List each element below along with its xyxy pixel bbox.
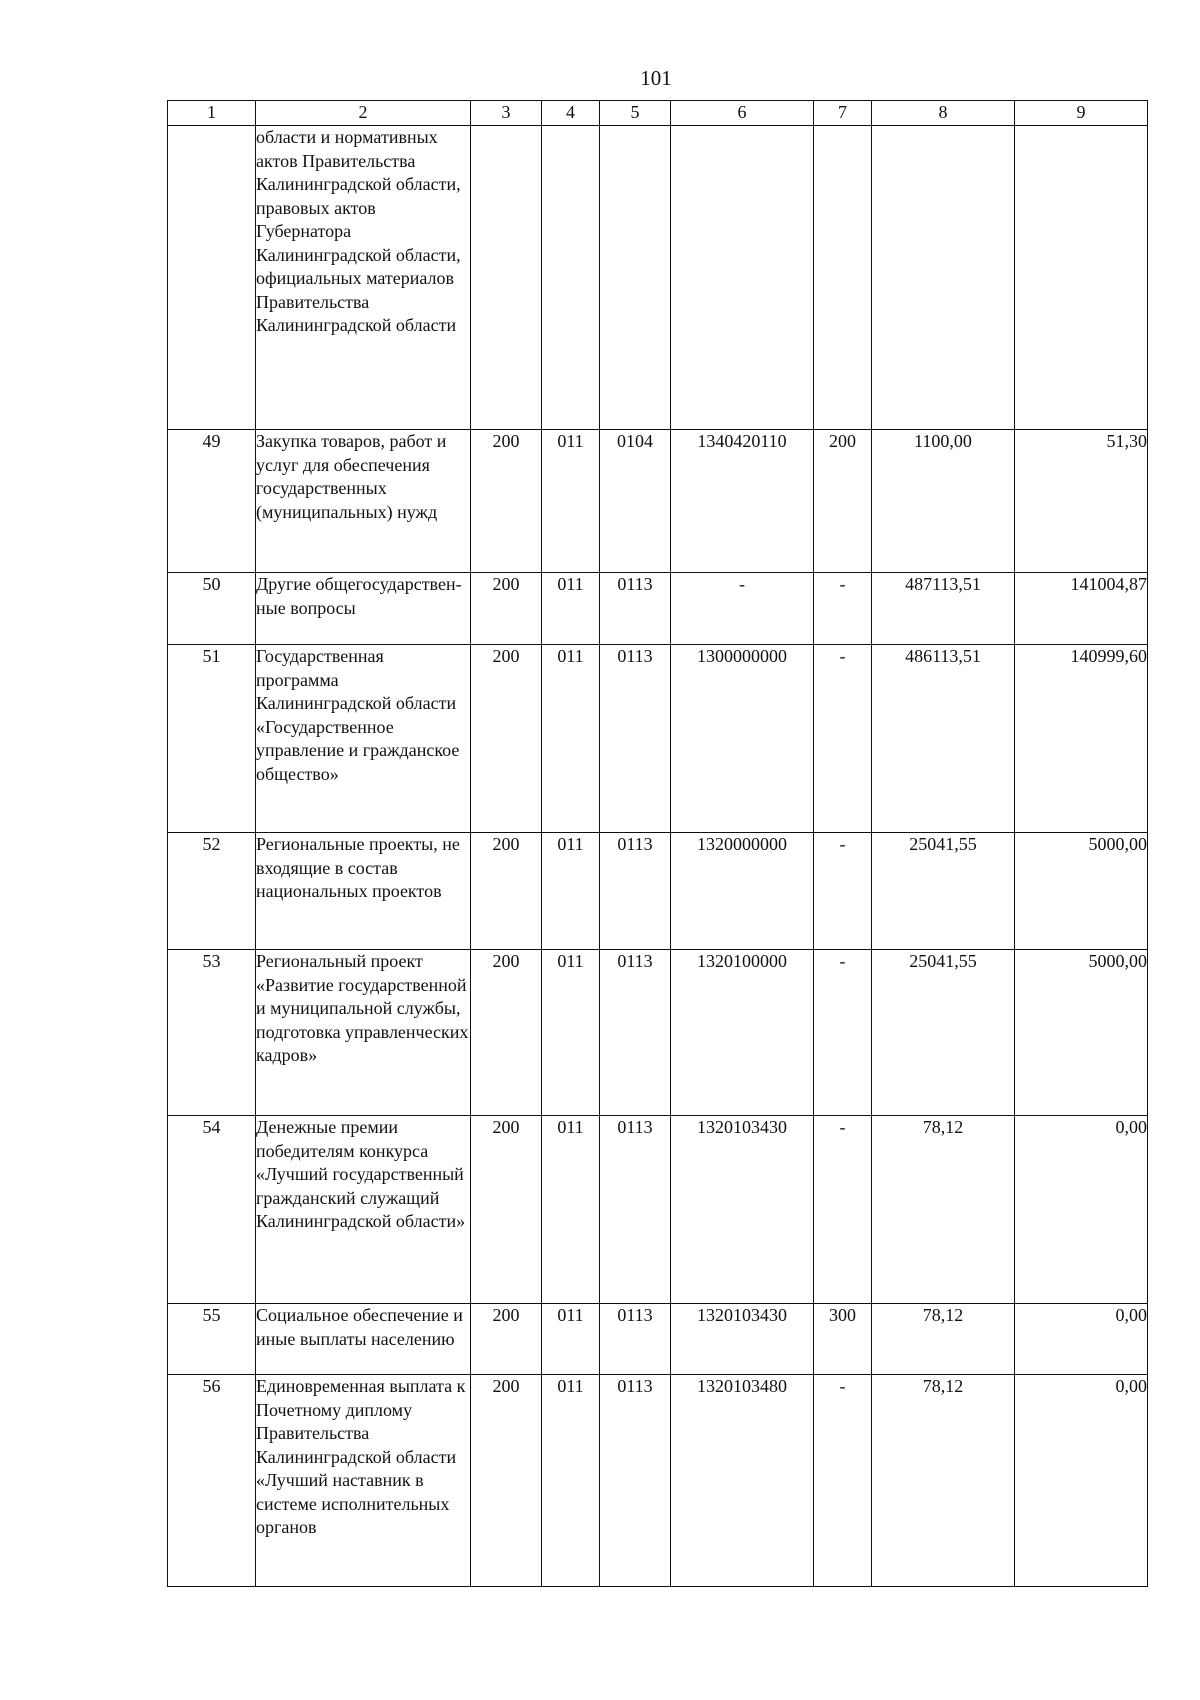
cell-col9: 0,00 bbox=[1015, 1116, 1148, 1304]
column-header: 9 bbox=[1015, 101, 1148, 126]
cell-col4 bbox=[542, 126, 600, 430]
page-number: 101 bbox=[640, 66, 672, 90]
cell-col9: 51,30 bbox=[1015, 430, 1148, 573]
cell-col5: 0113 bbox=[600, 1116, 671, 1304]
cell-col5 bbox=[600, 126, 671, 430]
table-row bbox=[168, 645, 1148, 833]
row-number: 53 bbox=[168, 950, 256, 1116]
column-header: 5 bbox=[600, 101, 671, 126]
cell-col6: - bbox=[671, 573, 814, 645]
cell-col9: 0,00 bbox=[1015, 1304, 1148, 1375]
cell-col8: 487113,51 bbox=[872, 573, 1015, 645]
cell-col3: 200 bbox=[471, 573, 542, 645]
column-header: 2 bbox=[256, 101, 471, 126]
cell-col6: 1340420110 bbox=[671, 430, 814, 573]
cell-col6: 1320103430 bbox=[671, 1304, 814, 1375]
cell-col3: 200 bbox=[471, 1304, 542, 1375]
row-name: Региональные проекты, не входящие в состав национальных проектов bbox=[256, 833, 471, 950]
row-number: 54 bbox=[168, 1116, 256, 1304]
cell-col4: 011 bbox=[542, 430, 600, 573]
cell-col7: - bbox=[814, 1375, 872, 1587]
cell-col8: 25041,55 bbox=[872, 833, 1015, 950]
row-number: 50 bbox=[168, 573, 256, 645]
cell-col5: 0113 bbox=[600, 1304, 671, 1375]
row-name: Региональный проект «Развитие государственной и муниципальной службы, подготовка управленческих кадров» bbox=[256, 950, 471, 1116]
cell-col8: 78,12 bbox=[872, 1304, 1015, 1375]
column-header: 8 bbox=[872, 101, 1015, 126]
cell-col4: 011 bbox=[542, 1116, 600, 1304]
table-row bbox=[168, 573, 1148, 645]
cell-col4: 011 bbox=[542, 950, 600, 1116]
cell-col7: - bbox=[814, 950, 872, 1116]
cell-col9 bbox=[1015, 126, 1148, 430]
cell-col4: 011 bbox=[542, 573, 600, 645]
cell-col7: - bbox=[814, 645, 872, 833]
cell-col7 bbox=[814, 126, 872, 430]
cell-col8: 78,12 bbox=[872, 1375, 1015, 1587]
cell-col5: 0113 bbox=[600, 645, 671, 833]
column-header: 4 bbox=[542, 101, 600, 126]
cell-col5: 0113 bbox=[600, 833, 671, 950]
table-row bbox=[168, 126, 1148, 430]
row-name: Денежные премии победителям конкурса «Лучший государственный гражданский служащий Калининградской области» bbox=[256, 1116, 471, 1304]
row-name: Единовременная выплата к Почетному диплому Правительства Калининградской области «Лучший наставник в системе исполнительных органов bbox=[256, 1375, 471, 1587]
cell-col4: 011 bbox=[542, 1375, 600, 1587]
cell-col6: 1320103430 bbox=[671, 1116, 814, 1304]
cell-col9: 5000,00 bbox=[1015, 833, 1148, 950]
cell-col7: 200 bbox=[814, 430, 872, 573]
cell-col4: 011 bbox=[542, 1304, 600, 1375]
row-number bbox=[168, 126, 256, 430]
row-name: Социальное обеспечение и иные выплаты населению bbox=[256, 1304, 471, 1375]
cell-col6: 1320103480 bbox=[671, 1375, 814, 1587]
cell-col6: 1300000000 bbox=[671, 645, 814, 833]
column-header: 7 bbox=[814, 101, 872, 126]
cell-col9: 0,00 bbox=[1015, 1375, 1148, 1587]
table-row bbox=[168, 1116, 1148, 1304]
table-row bbox=[168, 833, 1148, 950]
cell-col8 bbox=[872, 126, 1015, 430]
cell-col6: 1320000000 bbox=[671, 833, 814, 950]
column-number-row bbox=[168, 101, 1148, 126]
cell-col4: 011 bbox=[542, 833, 600, 950]
cell-col9: 141004,87 bbox=[1015, 573, 1148, 645]
column-header: 3 bbox=[471, 101, 542, 126]
cell-col3: 200 bbox=[471, 1375, 542, 1587]
cell-col3: 200 bbox=[471, 950, 542, 1116]
table-row bbox=[168, 950, 1148, 1116]
cell-col3 bbox=[471, 126, 542, 430]
row-name: области и нормативных актов Правительства Калининградской области, правовых актов Губернатора Калининградской области, официальных материалов Правительства Калининградской области bbox=[256, 126, 471, 430]
cell-col7: - bbox=[814, 833, 872, 950]
column-header: 6 bbox=[671, 101, 814, 126]
row-number: 49 bbox=[168, 430, 256, 573]
table-row bbox=[168, 1375, 1148, 1587]
cell-col3: 200 bbox=[471, 430, 542, 573]
row-number: 51 bbox=[168, 645, 256, 833]
budget-table bbox=[167, 100, 1148, 1587]
cell-col8: 1100,00 bbox=[872, 430, 1015, 573]
cell-col5: 0113 bbox=[600, 1375, 671, 1587]
cell-col6 bbox=[671, 126, 814, 430]
cell-col7: - bbox=[814, 1116, 872, 1304]
table-row bbox=[168, 430, 1148, 573]
cell-col6: 1320100000 bbox=[671, 950, 814, 1116]
row-number: 56 bbox=[168, 1375, 256, 1587]
row-name: Государственная программа Калининградской области «Государственное управление и гражданское общество» bbox=[256, 645, 471, 833]
cell-col4: 011 bbox=[542, 645, 600, 833]
cell-col9: 5000,00 bbox=[1015, 950, 1148, 1116]
cell-col5: 0113 bbox=[600, 573, 671, 645]
cell-col8: 486113,51 bbox=[872, 645, 1015, 833]
cell-col7: 300 bbox=[814, 1304, 872, 1375]
cell-col5: 0113 bbox=[600, 950, 671, 1116]
cell-col8: 78,12 bbox=[872, 1116, 1015, 1304]
cell-col9: 140999,60 bbox=[1015, 645, 1148, 833]
row-number: 55 bbox=[168, 1304, 256, 1375]
cell-col3: 200 bbox=[471, 833, 542, 950]
table-row bbox=[168, 1304, 1148, 1375]
row-number: 52 bbox=[168, 833, 256, 950]
column-header: 1 bbox=[168, 101, 256, 126]
cell-col8: 25041,55 bbox=[872, 950, 1015, 1116]
cell-col5: 0104 bbox=[600, 430, 671, 573]
cell-col3: 200 bbox=[471, 645, 542, 833]
cell-col7: - bbox=[814, 573, 872, 645]
row-name: Закупка товаров, работ и услуг для обеспечения государственных (муниципальных) нужд bbox=[256, 430, 471, 573]
row-name: Другие общегосударствен-ные вопросы bbox=[256, 573, 471, 645]
cell-col3: 200 bbox=[471, 1116, 542, 1304]
